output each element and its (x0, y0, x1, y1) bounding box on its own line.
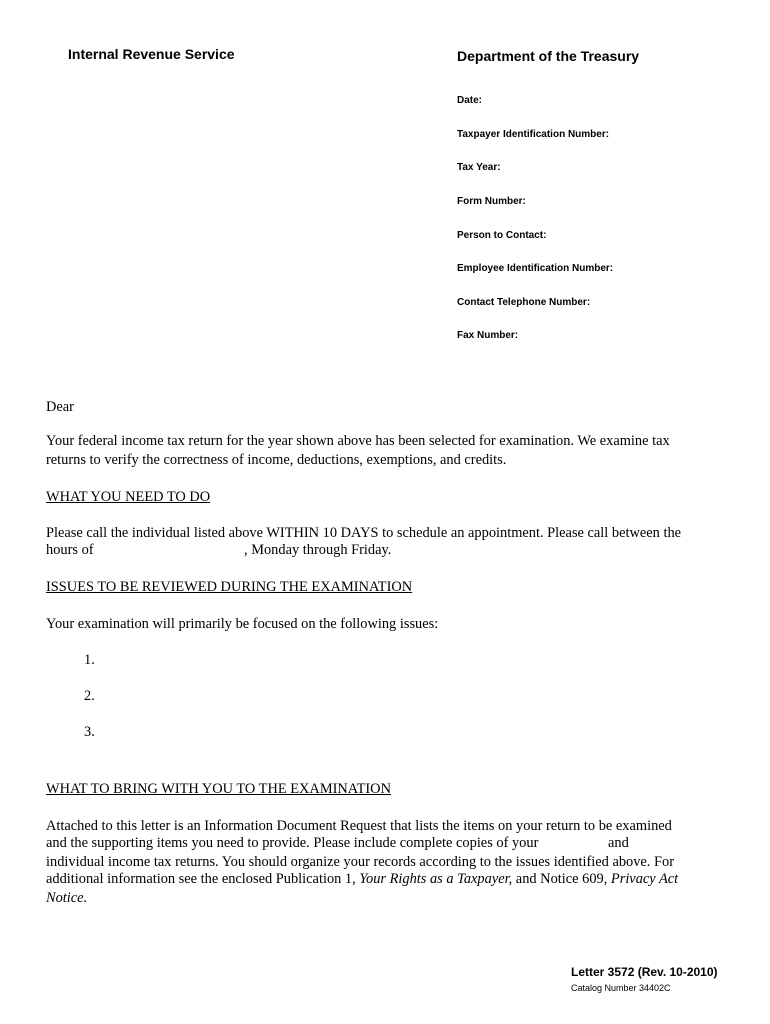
bring-line-2a: and the supporting items you need to provide. Please include complete copies of your (46, 835, 539, 851)
bring-line-2b: and (608, 835, 629, 851)
call-hours-label: hours of (46, 542, 94, 558)
field-form-number: Form Number: (457, 196, 526, 207)
call-days: , Monday through Friday. (244, 542, 392, 558)
section-heading-what-to-bring: WHAT TO BRING WITH YOU TO THE EXAMINATION (46, 781, 391, 797)
bring-line-4b: and Notice 609, (512, 871, 611, 887)
call-instructions-line-1: Please call the individual listed above WITHIN 10 DAYS to schedule an appointment. Please call between the (46, 525, 682, 541)
field-fax-number: Fax Number: (457, 330, 519, 341)
issues-intro: Your examination will primarily be focused on the following issues: (46, 616, 439, 632)
bring-line-1: Attached to this letter is an Information Document Request that lists the items on your return to be examined (46, 818, 672, 834)
department-name: Department of the Treasury (457, 48, 640, 64)
publication-title: Your Rights as a Taxpayer, (359, 871, 513, 887)
catalog-number: Catalog Number 34402C (571, 983, 671, 993)
section-heading-what-you-need: WHAT YOU NEED TO DO (46, 489, 211, 505)
issue-item-3: 3. (84, 724, 95, 740)
issue-item-1: 1. (84, 652, 95, 668)
field-person-to-contact: Person to Contact: (457, 230, 547, 241)
intro-line-1: Your federal income tax return for the year shown above has been selected for examination. We examine tax (46, 433, 670, 449)
agency-name: Internal Revenue Service (68, 46, 235, 62)
field-employee-id: Employee Identification Number: (457, 263, 614, 274)
bring-line-4a: additional information see the enclosed Publication 1, (46, 871, 360, 887)
field-tax-year: Tax Year: (457, 162, 501, 173)
issue-item-2: 2. (84, 688, 95, 704)
section-heading-issues: ISSUES TO BE REVIEWED DURING THE EXAMINATION (46, 579, 413, 595)
bring-line-4 (46, 871, 678, 888)
field-date: Date: (457, 95, 483, 106)
field-taxpayer-id: Taxpayer Identification Number: (457, 129, 610, 140)
letter-number: Letter 3572 (Rev. 10-2010) (571, 965, 718, 979)
notice-title-part1: Privacy Act (610, 871, 679, 887)
field-contact-telephone: Contact Telephone Number: (457, 297, 591, 308)
salutation: Dear (46, 399, 74, 415)
bring-line-3: individual income tax returns. You should organize your records according to the issues identified above. For (46, 854, 674, 870)
notice-title-part2: Notice. (46, 890, 88, 906)
intro-line-2: returns to verify the correctness of income, deductions, exemptions, and credits. (46, 452, 507, 468)
